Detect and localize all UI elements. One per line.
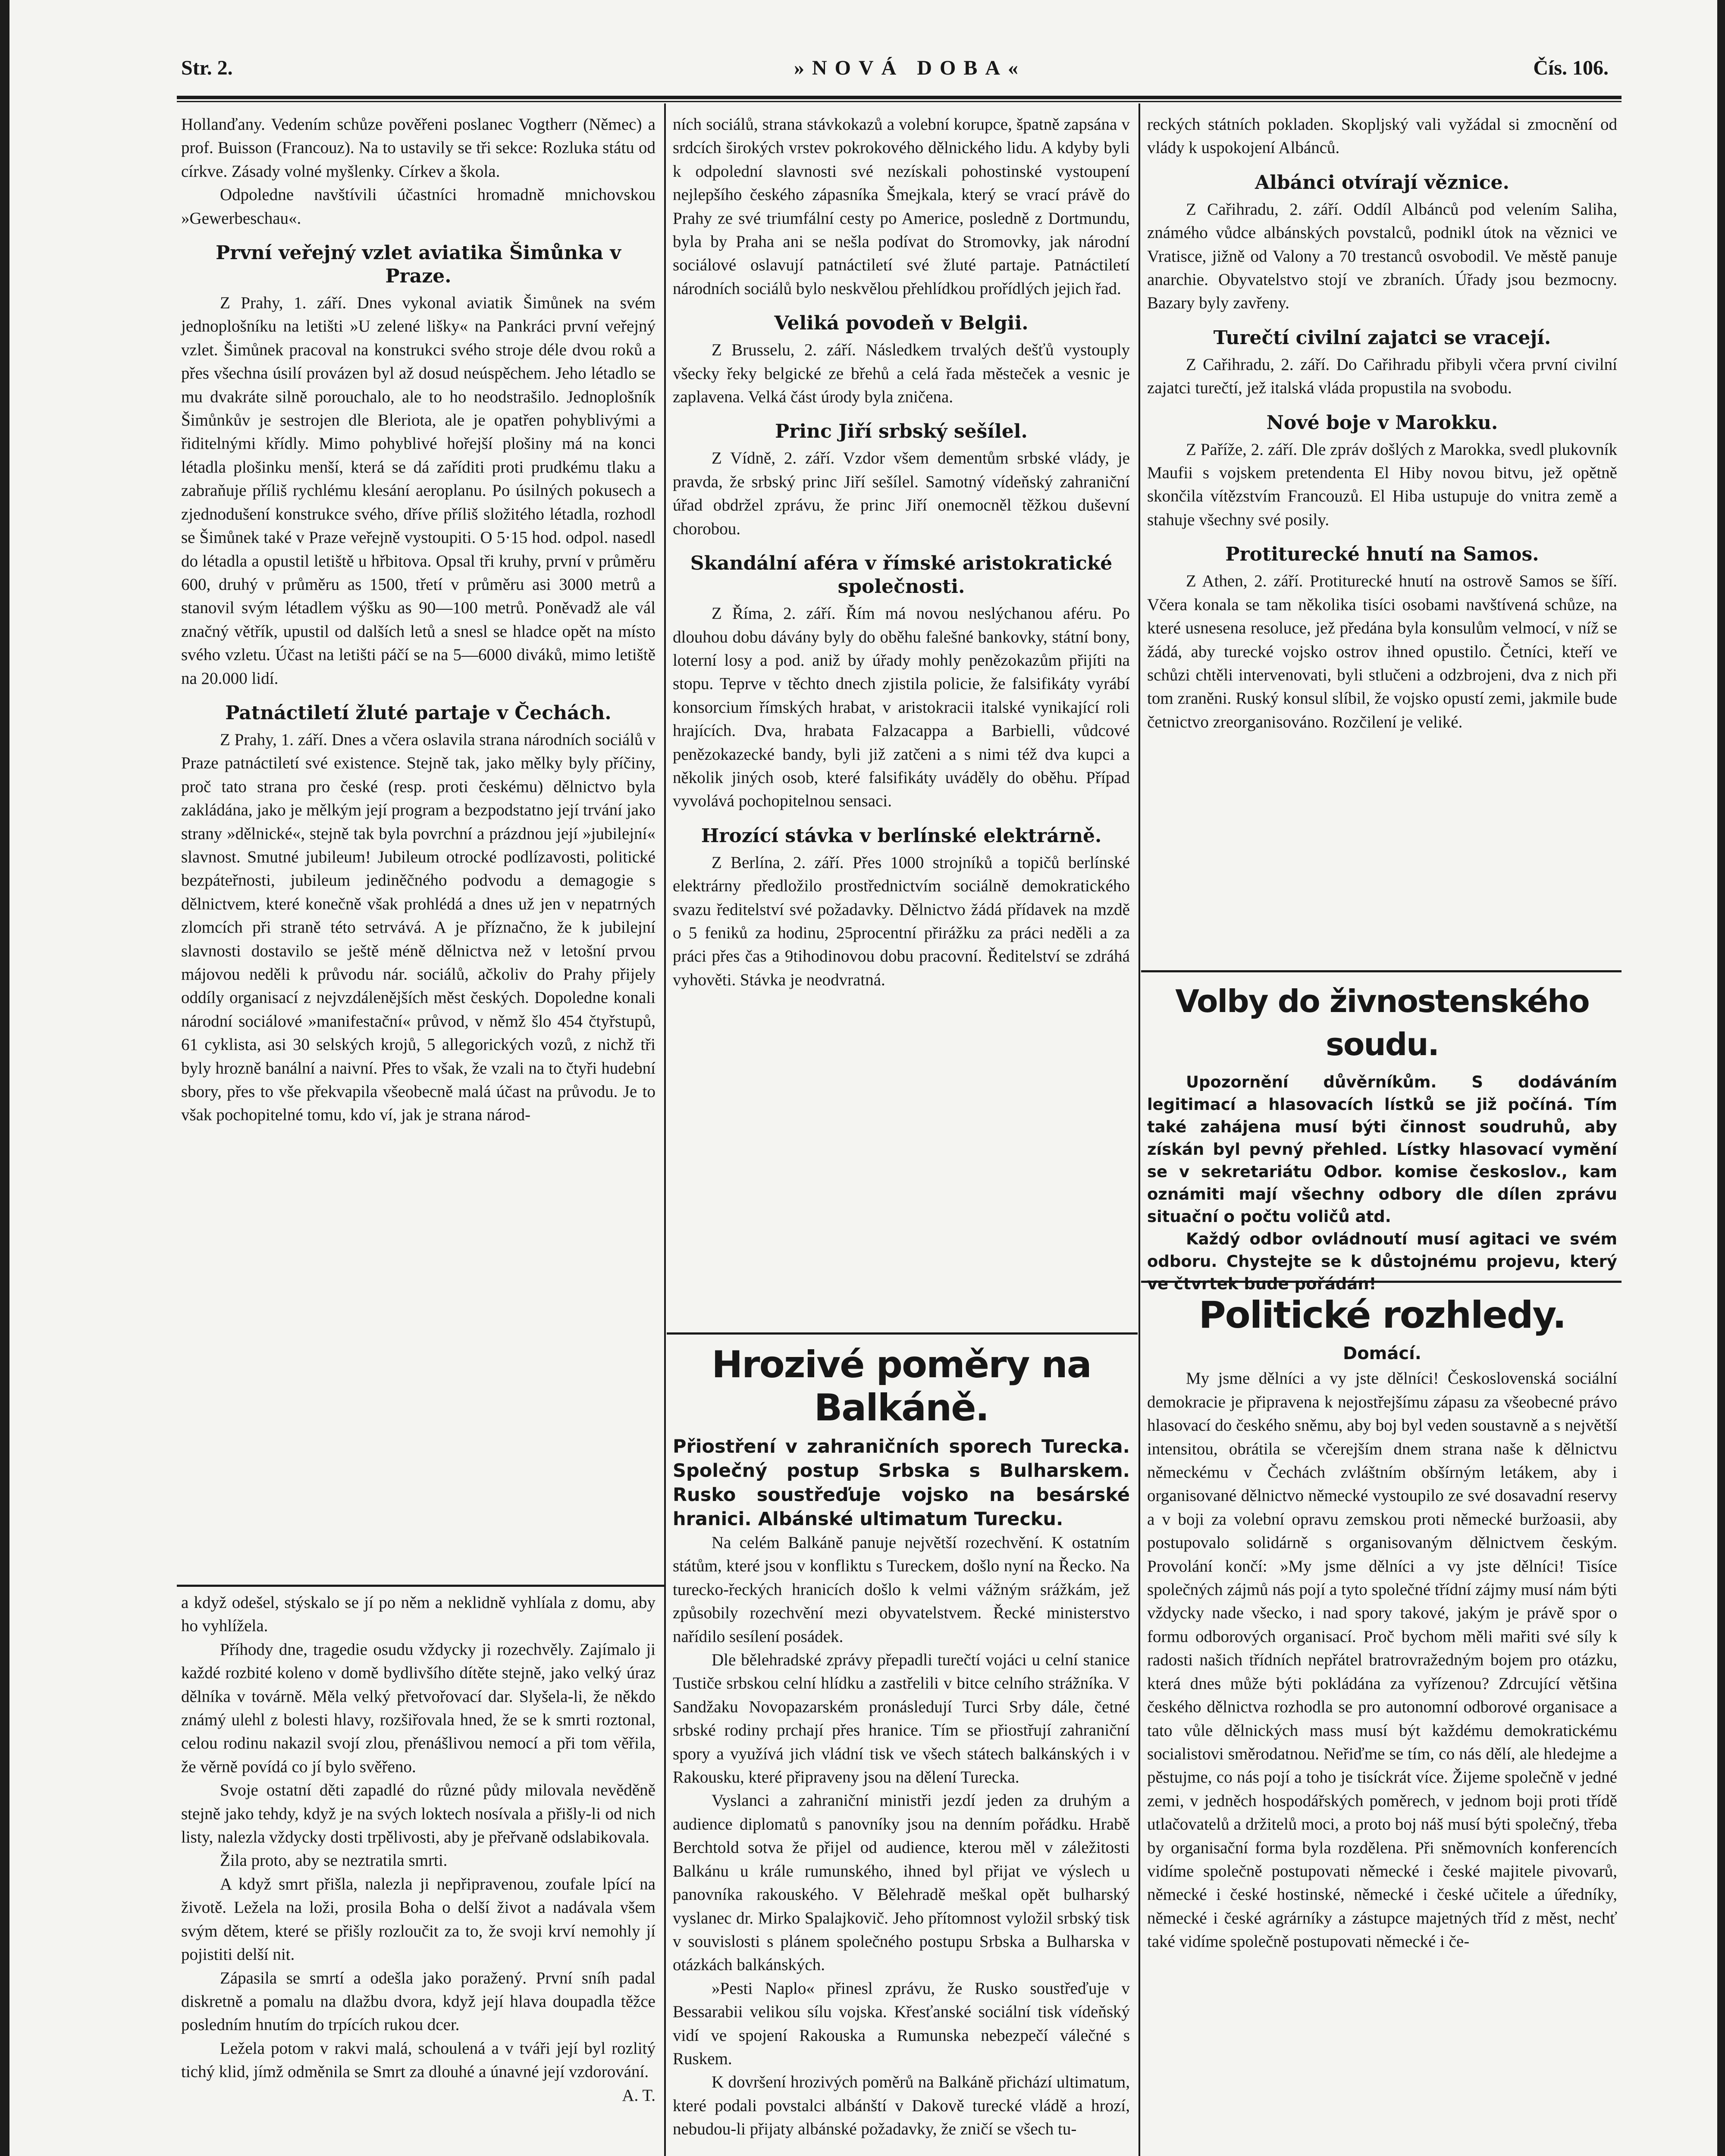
volby-divider-top bbox=[1141, 970, 1622, 972]
column-2-balkan bbox=[673, 1339, 1130, 2141]
article-maroko: Z Paříže, 2. září. Dle zpráv došlých z Marokka, svedl plukovník Maufii s vojskem pretendenta El Hiby novou bitvu, jež opětně skončila vítězstvím Francouzů. El Hiba ustupuje do vnitra země a stahuje všechny své posily. bbox=[1147, 440, 1617, 529]
column-3 bbox=[1147, 113, 1617, 734]
headline-simunek: První veřejný vzlet aviatika Šimůnka v Praze. bbox=[216, 242, 621, 288]
column-3-rozhledy bbox=[1147, 1289, 1617, 1954]
article-balkan: Na celém Balkáně panuje největší rozechvění. K ostatním státům, které jsou v konfliktu s Tureckem, došlo nyní na Řecko. Na turecko-řeckých hranicích došlo k velmi vážným srážkám, jež způsobily rozechvění mezi obyvatelstvem. Řecké ministerstvo nařídilo sesílení posádek. bbox=[673, 1533, 1130, 1646]
intro-text: Hollanďany. Vedením schůze pověřeni poslanec Vogtherr (Němec) a prof. Buisson (Francouz). Na to ustavily se tři sekce: Rozluka státu od církve. Zásady volné myšlenky. Církev a škola. bbox=[181, 115, 656, 181]
notice-volby: Upozornění důvěrníkům. S dodáváním legitimací a hlasovacích lístků se již počíná. Tím také zahájena musí býti činnost soudruhů, aby získán byl pevný přehled. Lístky hlasovací vymění se v sekretariátu Odbor. komise českoslov., kam oznámiti mají všechny odbory dle dílen zprávu situační o počtu voličů atd. bbox=[1147, 1073, 1617, 1226]
column-2 bbox=[673, 113, 1130, 992]
article-belgie: Z Brusselu, 2. září. Následkem trvalých dešťů vystouply všecky řeky belgické ze břehů a celá řada městeček a vesnic je zaplavena. Velká část úrody byla zničena. bbox=[673, 341, 1130, 407]
story-paragraph: Svoje ostatní děti zapadlé do různé půdy milovala nevěděně stejně jako tehdy, když je na svých loktech nosívala a přišly-li od nich listy, nalezla vždycky dosti trpělivosti, aby je přeřvaně odslabikovala. bbox=[181, 1781, 656, 1847]
header-rule bbox=[177, 96, 1622, 99]
article-balkan: Vyslanci a zahraniční ministři jezdí jeden za druhým a audience diplomatů s panovníky jsou na denním pořádku. Hrabě Berchtold sotva že přijel od audience, kterou měl v záležitosti Balkánu u krále rumunského, ihned byl přijat ve výslech u panovníka rakouského. V Bělehradě meškal opět bulharský vyslanec dr. Mirko Spalajkovič. Jeho přítomnost vyložil srbský tisk v souvislosti s plánem společného postupu Srbska a Bulharska v otázkách balkánských. bbox=[673, 1791, 1130, 1974]
article-balkan: K dovršení hrozivých poměrů na Balkáně přichází ultimatum, které podali povstalci albánští v Dakově turecké vládě a hrozí, nebudou-li přijaty albánské požadavky, že zničí se všech tu- bbox=[673, 2073, 1130, 2139]
article-patnactileti: Z Prahy, 1. září. Dnes a včera oslavila strana národních sociálů v Praze patnáctiletí své existence. Stejně tak, jako mělky byly příčiny, proč tato strana pro české (resp. proti českému) dělnictvo byla zakládána, jako je mělkým její program a bezpodstatno její trvání jako strany »dělnické«, stejně tak byla povrchní a prázdnou její »jubilejní« slavnost. Smutné jubileum! Jubileum otrocké podlízavosti, politické bezpáteřnosti, jubileum jediněčného podvodu a demagogie s dělnictvem, které konečně však prohlédá a dnes už jen v nepatrných zlomcích při straně této setrvává. A je příznačno, že k jubilejní slavnosti dostavilo se ještě méně dělnictva než v letošní prvou májovou neděli k průvodu nár. sociálů, ačkoliv do Prahy přijely oddíly organisací z nejvzdálenějších měst českých. Dopoledne konali národní sociálové »manifestační« průvod, v němž šlo 454 čtyřstupů, 61 cyklista, asi 30 selských krojů, 5 allegorických vozů, z nichž tři byly hrozně banální a naivní. Přes to však, že vzali na to čtyři hudební sbory, přes to vše překvapila všeobecně malá účast na průvodu. Je to však pochopitelné tomu, kdo ví, jak je strana národ- bbox=[181, 730, 656, 1125]
page-number: Str. 2. bbox=[181, 56, 233, 79]
article-simunek: Z Prahy, 1. září. Dnes vykonal aviatik Šimůnek na svém jednoplošníku na letišti »U zelené lišky« na Pankráci první veřejný vzlet. Šimůnek pracoval na konstrukci svého stroje déle dvou roků a přes všechna úsilí provázen byl až dosud neúspěchem. Jeho létadlo se mu dvakráte silně porouchalo, ale to ho neodstrašilo. Jednoplošník Šimůnkův je sestrojen dle Bleriota, ale je opatřen pohyblivými a řiditelnými křídly. Mimo pohyblivé hořejší plošiny má na konci létadla plošinku menší, která se dá zaříditi proti prudkému tlaku a zabraňuje příliš rychlému klesání aeroplanu. Po úsilných pokusech a zjednodušení konstrukce svého, dříve příliš složitého létadla, rozhodl se Šimůnek také v Praze veřejně vystoupiti. O 5·15 hod. odpol. nasedl do létadla a opustil letiště u hřbitova. Opsal tři kruhy, první v průměru 600, druhý v průměru as 1500, třetí v průměru asi 3000 metrů a stanovil svým létadlem výšku as 90—100 metrů. Poněvadž ale vál značný větřík, upustil od dalších letů a snesl se hladce opět na místo svého vzletu. Účast na letišti páčí se na 5—6000 diváků, mimo letiště na 20.000 lidí. bbox=[181, 294, 656, 688]
column-1 bbox=[181, 113, 656, 1127]
headline-albanci: Albánci otvírají věznice. bbox=[1255, 171, 1509, 194]
headline-jiri: Princ Jiří srbský sešílel. bbox=[775, 420, 1028, 443]
scan-edge-right bbox=[1717, 0, 1725, 2156]
article-zajatci: Z Cařihradu, 2. září. Do Cařihradu přibyli včera první civilní zajatci turečtí, jež italská vláda propustila na svobodu. bbox=[1147, 355, 1617, 398]
masthead-title: »NOVÁ DOBA« bbox=[794, 56, 1026, 79]
headline-rozhledy: Politické rozhledy. bbox=[1198, 1294, 1566, 1337]
story-paragraph: Příhody dne, tragedie osudu vždycky ji rozechvěly. Zajímalo ji každé rozbité koleno v domě bydlivšího dítěte stejně, jako velký úraz dělníka v továrně. Měla velký přetvořovací dar. Slyšela-li, že někdo známý ulehl z bolesti hlavy, rozšiřovala hned, že se k smrti roztonal, celou rodinu nakazil svojí zlou, přenášlivou nemocí a při tom věřila, že věrně povídá co jí bylo svěřeno. bbox=[181, 1640, 656, 1776]
balkan-divider bbox=[667, 1332, 1138, 1335]
article-continued: ních sociálů, strana stávkokazů a volební korupce, špatně zapsána v srdcích širokých vrstev pokrokového dělnického lidu. A kdyby byli k odpolední slavnosti své nezískali pohostinské vystoupení nejlepšího českého zápasníka Šmejkala, který se vrací právě do Prahy ze své triumfální cesty po Americe, posledně z Dortmundu, byla by Praha ani se nešla podívat do Stromovky, jak národní sociálové oslavují patnáctiletí své žluté partaje. Patnáctiletí národních sociálů bylo neskvělou přehlídkou prořídlých jejich řad. bbox=[673, 115, 1130, 298]
column-rule-2 bbox=[1138, 103, 1140, 2156]
story-paragraph: Zápasila se smrtí a odešla jako poražený. První sníh padal diskretně a pomalu na dlažbu dvora, když její hlava doupadla těžce posledním hnutím do trpících rukou dcer. bbox=[181, 1968, 656, 2034]
headline-patnactileti: Patnáctiletí žluté partaje v Čechách. bbox=[225, 702, 612, 724]
headline-maroko: Nové boje v Marokku. bbox=[1266, 411, 1498, 434]
section-domaci: Domácí. bbox=[1343, 1344, 1421, 1363]
story-signature: A. T. bbox=[622, 2086, 656, 2105]
headline-belgie: Veliká povodeň v Belgii. bbox=[774, 312, 1029, 335]
intro-text-2: Odpoledne navštívili účastníci hromadně mnichovskou »Gewerbeschau«. bbox=[181, 185, 656, 228]
notice-volby: Každý odbor ovládnoutí musí agitaci ve svém odboru. Chystejte se k důstojnému projevu, který ve čtvrtek bude pořádán! bbox=[1147, 1230, 1617, 1293]
article-continued: reckých státních pokladen. Skopljský vali vyžádal si zmocnění od vlády k uspokojení Albánců. bbox=[1147, 115, 1617, 157]
column-rule-1 bbox=[664, 103, 666, 2156]
headline-afera: Skandální aféra v římské aristokratické společnosti. bbox=[690, 552, 1113, 598]
article-afera: Z Říma, 2. září. Řím má novou neslýchanou aféru. Po dlouhou dobu dávány byly do oběhu falešné bankovky, státní bony, loterní losy a pod. aniž by úřady mohly penězokazům přijíti na stopu. Teprve v těchto dnech zjistila policie, že falsifikáty vyrábí konsorcium římských hrabat, v aristokracii italské vynikající roli hrajících. Dva, hrabata Falzacappa a Barbielli, vůdcové penězokazecké bandy, byli již zatčeni a s nimi též dva kupci a několik jiných osob, které falsifikáty uváděly do oběhu. Případ vyvolává pochopitelnou sensaci. bbox=[673, 604, 1130, 811]
headline-balkan: Hrozivé poměry na Balkáně. bbox=[712, 1343, 1091, 1429]
story-paragraph: Ležela potom v rakvi malá, schoulená a v tváři její byl rozlitý tichý klid, jímž odměnila se Smrt za dlouhé a únavné její vzdorování. bbox=[181, 2039, 656, 2081]
issue-number: Čís. 106. bbox=[1533, 56, 1609, 79]
headline-zajatci: Turečtí civilní zajatci se vracejí. bbox=[1213, 326, 1551, 349]
article-balkan: Dle bělehradské zprávy přepadli turečtí vojáci u celní stanice Tustiče srbskou celní hlídku a zastřelili v bitce celního strážníka. V Sandžaku Novopazarském pronásledují Turci Srby dále, četné srbské rodiny prchají přes hranice. Tím se přiostřují zahraniční spory a využívá jich vládní tisk ve všech státech balkánských i v Rakousku, které připraveny jsou na dělení Turecka. bbox=[673, 1651, 1130, 1787]
scan-edge-left bbox=[0, 0, 9, 2156]
story-paragraph: A když smrt přišla, nalezla ji nepřipravenou, zoufale lpící na životě. Ležela na loži, prosila Boha o delší život a nadávala všem svým dětem, které se přišly rozloučit za to, že svoji krví nemohly jí pojistiti delší nit. bbox=[181, 1874, 656, 1964]
subheadline-balkan: Přiostření v zahraničních sporech Turecka. Společný postup Srbska s Bulharskem. Rusko soustřeďuje vojsko na besárské hranici. Albánské ultimatum Turecku. bbox=[673, 1436, 1130, 1530]
header-rule-thin bbox=[177, 101, 1622, 102]
page-header bbox=[181, 47, 1639, 91]
story-paragraph: Žila proto, aby se neztratila smrti. bbox=[220, 1851, 448, 1870]
article-balkan: »Pesti Naplo« přinesl zprávu, že Rusko soustřeďuje v Bessarabii velikou sílu vojska. Křesťanské sociální tisk vídeňský vidí ve spojení Rakouska a Rumunska nebezpečí válečné s Ruskem. bbox=[673, 1979, 1130, 2068]
column-1-story bbox=[181, 1591, 656, 2107]
article-jiri: Z Vídně, 2. září. Vzdor všem dementům srbské vlády, je pravda, že srbský princ Jiří sešílel. Samotný vídeňský zahraniční úřad obdržel zprávu, že princ Jiří onemocněl těžkou duševní chorobou. bbox=[673, 449, 1130, 538]
article-rozhledy: My jsme dělníci a vy jste dělníci! Československá sociální demokracie je připravena k nejostřejšímu zápasu za všeobecné právo hlasovací do českého sněmu, aby boj byl veden soustavně a s největší intensitou, obrátila se včerejším dnem strana naše k dělnictvu německému v Čechách zvláštním obšírným letákem, aby i organisované dělnictvo německé vystoupilo ze své dosavadní reservy a v boji za volební opravu zemskou proti německé buržoasii, aby postupovalo solidárně s organisovaným dělnictvem českým. Provolání končí: »My jsme dělníci a vy jste dělníci! Tisíce společných zájmů nás pojí a tyto společné třídní zájmy musí nám býti vždycky nade všecko, i nad spory takové, jakým je právě spor o formu odborových organisací. Proč bychom měli mařiti své síly k radosti našich třídních nepřátel bratrovražedným bojem pro otázku, která dnes může býti pokládána za vyřízenou? Zdrcující většina českého dělnictva rozhodla se pro autonomní odborové organisace a tato vůle dělnických mass musí být každému demokratickému socialistovi směrodatnou. Neřiďme se tím, co nás dělí, ale hledejme a pěstujme, co nás pojí a toho je tisíckrát více. Žijeme společně v jedné zemi, v jedněch hospodářských poměrech, v jednom boji proti třídě utlačovatelů a držitelů moci, a proto boj náš musí býti společný, třeba by organisační forma byla rozdělena. Při sněmovních konferencích vidíme společně postupovati německé i české majitele pivovarů, německé i české hostinské, německé i české učitele a úředníky, německé i české agrárníky a zástupce majetných tříd z měst, nechť také vidíme společně postupovati německé i če- bbox=[1147, 1369, 1617, 1951]
headline-samos: Protiturecké hnutí na Samos. bbox=[1225, 543, 1539, 566]
article-albanci: Z Cařihradu, 2. září. Oddíl Albánců pod velením Saliha, známého vůdce albánských povstalců, podnikl útok na věznici ve Vratisce, jižně od Valony a 70 trestanců osvobodil. Ve městě panuje anarchie. Obyvatelstvo stojí ve zbraních. Úřady jsou bezmocny. Bazary byly zavřeny. bbox=[1147, 200, 1617, 313]
story-divider bbox=[177, 1585, 664, 1587]
article-samos: Z Athen, 2. září. Protiturecké hnutí na ostrově Samos se šíří. Včera konala se tam několika tisíci osobami navštívená schůze, na které usnesena resoluce, jež předána byla konsulům velmocí, v níž se žádá, aby turecké vojsko ostrov ihned opustilo. Četníci, kteří ve schůzi chtěli intervenovati, byli stlučeni a odzbrojeni, dva z nich při tom zraněni. Ruský konsul slíbil, že vojsko opustí zemi, jakmile bude četnictvo zreorganisováno. Rozčilení je veliké. bbox=[1147, 572, 1617, 731]
story-paragraph: a když odešel, stýskalo se jí po něm a neklidně vyhlíala z domu, aby ho vyhlížela. bbox=[181, 1593, 656, 1636]
headline-volby: Volby do živnostenského soudu. bbox=[1175, 983, 1589, 1062]
headline-stavka: Hrozící stávka v berlínské elektrárně. bbox=[701, 824, 1102, 847]
column-3-volby bbox=[1147, 975, 1617, 1295]
article-stavka: Z Berlína, 2. září. Přes 1000 strojníků a topičů berlínské elektrárny předložilo prostřednictvím sociálně demokratického svazu ředitelství své požadavky. Dělnictvo žádá přídavek na mzdě o 5 feniků za hodinu, 25procentní přirážku za práci neděli a za práci přes čas a 9tihodinovou dobu pracovní. Ředitelství se zdráhá vyhověti. Stávka je neodvratná. bbox=[673, 853, 1130, 989]
